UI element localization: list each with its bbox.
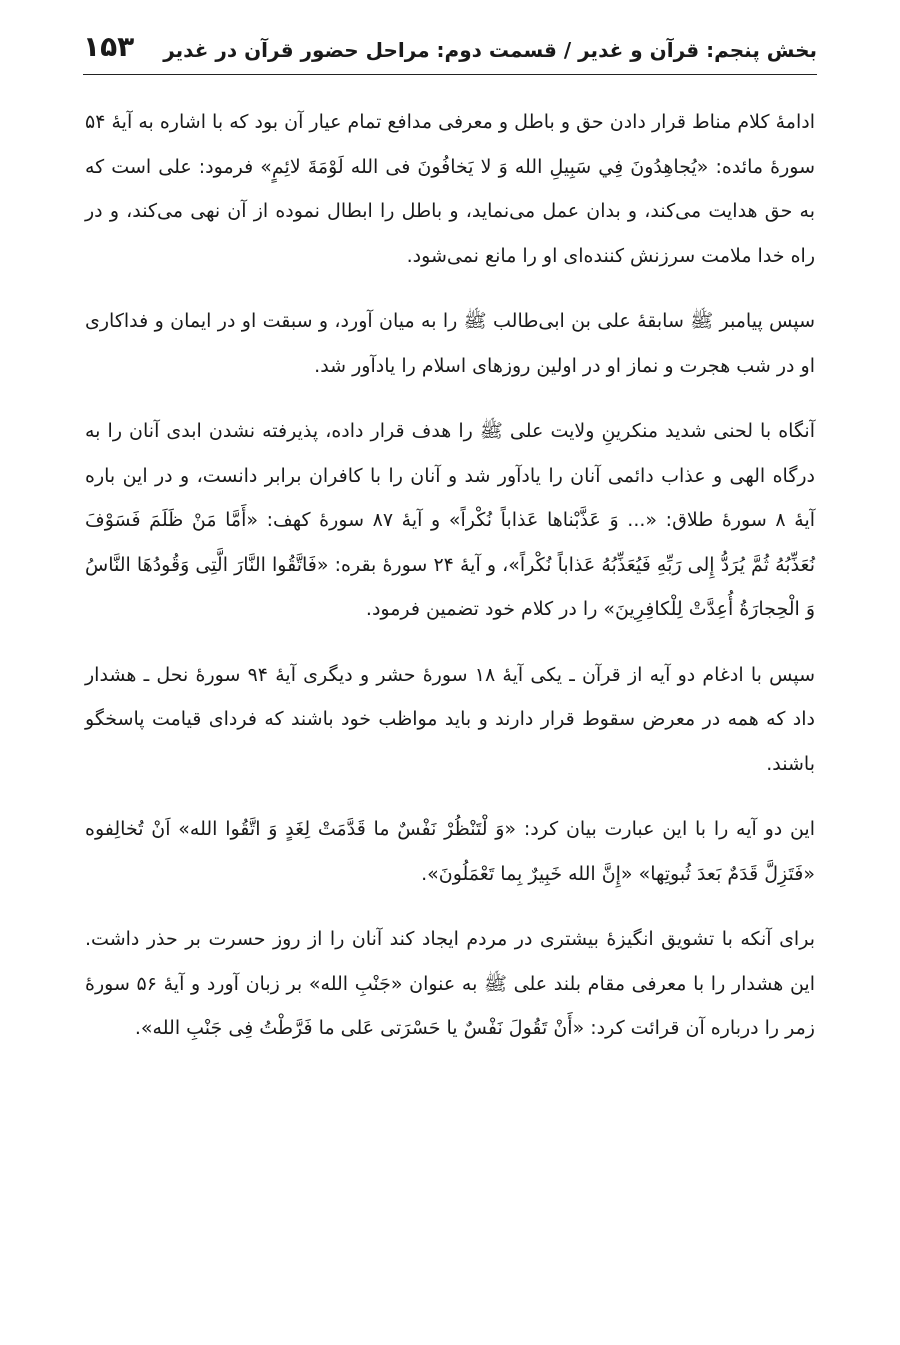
chapter-title: بخش پنجم: قرآن و غدیر / قسمت دوم: مراحل حضور قرآن در غدیر [163,38,817,62]
page-number: ۱۵۳ [83,30,135,63]
paragraph-2: سپس پیامبر ﷺ سابقهٔ علی بن ابی‌طالب ﷺ را به میان آورد، و سبقت او در ایمان و فداکاری او در شب هجرت و نماز او در اولین روزهای اسلام را یادآور شد. [85,310,815,377]
paragraph-4: سپس با ادغام دو آیه از قرآن ـ یکی آیهٔ ۱۸ سورهٔ حشر و دیگری آیهٔ ۹۴ سورهٔ نحل ـ هشدار داد که همه در معرض سقوط قرار دارند و باید مواظب خود باشند که فردای قیامت پاسخگو باشند. [85,663,815,775]
paragraph-5: این دو آیه را با این عبارت بیان کرد: «وَ لْتَنْظُرْ نَفْسٌ ما قَدَّمَتْ لِغَدٍ وَ اتَّقُوا الله» اَنْ تُخالِفوه «فَتَزِلَّ قَدَمٌ بَعدَ ثُبوتِها» «إِنَّ الله خَبِيرٌ بِما تَعْمَلُونَ». [85,818,815,885]
running-header [83,30,817,75]
paragraph-6: برای آنکه با تشویق انگیزهٔ بیشتری در مردم ایجاد کند آنان را از روز حسرت بر حذر داشت. این هشدار را با معرفی مقام بلند علی ﷺ به عنوان «جَنْبِ الله» بر زبان آورد و آیهٔ ۵۶ سورهٔ زمر را درباره آن قرائت کرد: «أَنْ تَقُولَ نَفْسٌ يا حَسْرَتی عَلی ما فَرَّطْتُ فِی جَنْبِ الله». [85,928,815,1039]
body-text [85,100,815,1072]
paragraph-1: ادامهٔ کلام مناط قرار دادن حق و باطل و معرفی مدافع تمام عیار آن بود که با اشاره به آیهٔ ۵۴ سورهٔ مائده: «يُجاهِدُونَ فِي سَبِيلِ الله وَ لا يَخافُونَ فی الله لَوْمَةَ لائِمٍ» فرمود: علی است که به حق هدایت می‌کند، و بدان عمل می‌نماید، و باطل را ابطال نموده از آن نهی می‌کند، و در راه خدا ملامت سرزنش کننده‌ای او را مانع نمی‌شود. [85,111,815,267]
paragraph-3: آنگاه با لحنی شدید منکرینِ ولایت علی ﷺ را هدف قرار داده، پذیرفته نشدن ابدی آنان را به درگاه الهی و عذاب دائمی آنان را یادآور شد و آنان را با کافران برابر دانست، و در این باره آیهٔ ۸ سورهٔ طلاق: «... وَ عَذَّبْناها عَذاباً نُكْراً» و آیهٔ ۸۷ سورهٔ کهف: «أَمَّا مَنْ ظَلَمَ فَسَوْفَ نُعَذِّبُهُ ثُمَّ يُرَدُّ إِلى رَبِّهِ فَيُعَذِّبُهُ عَذاباً نُكْراً»، و آیهٔ ۲۴ سورهٔ بقره: «فَاتَّقُوا النَّارَ الَّتِی وَقُودُهَا النَّاسُ وَ الْحِجارَةُ أُعِدَّتْ لِلْكافِرِينَ» را در کلام خود تضمین فرمود. [85,420,816,620]
